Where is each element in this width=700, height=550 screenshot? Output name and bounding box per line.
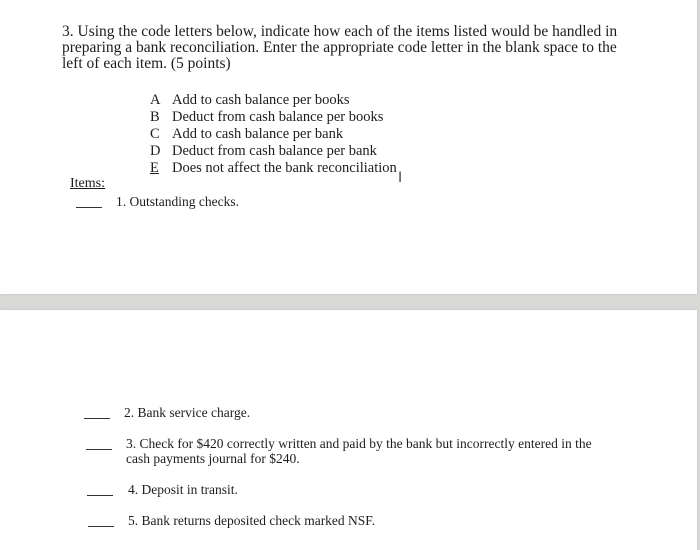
answer-blank[interactable] bbox=[76, 207, 102, 208]
answer-blank[interactable] bbox=[86, 449, 112, 450]
code-row bbox=[150, 160, 397, 177]
page-2 bbox=[0, 310, 697, 550]
code-letter: A bbox=[150, 92, 161, 108]
question-text: 3. Using the code letters below, indicate how each of the items listed would be handled in preparing a bank reconciliation. Enter the appropriate code letter in the blank space to the left of each item. (5 points) bbox=[62, 23, 618, 72]
list-item bbox=[128, 513, 375, 528]
items-label: Items: bbox=[70, 176, 105, 191]
code-row bbox=[150, 143, 397, 160]
code-letter: C bbox=[150, 126, 160, 142]
code-description: Add to cash balance per bank bbox=[172, 126, 344, 142]
list-item bbox=[128, 482, 238, 497]
code-letter: D bbox=[150, 143, 161, 159]
item-text: 2. Bank service charge. bbox=[124, 405, 251, 420]
code-row bbox=[150, 126, 397, 143]
code-letter: E bbox=[150, 160, 159, 176]
code-list bbox=[150, 92, 397, 177]
code-description: Add to cash balance per books bbox=[172, 92, 350, 108]
answer-blank[interactable] bbox=[84, 418, 110, 419]
item-text: 4. Deposit in transit. bbox=[128, 482, 238, 497]
code-description: Deduct from cash balance per books bbox=[172, 109, 384, 125]
code-letter: B bbox=[150, 109, 160, 125]
item-text: 5. Bank returns deposited check marked NSF. bbox=[128, 513, 376, 528]
answer-blank[interactable] bbox=[87, 495, 113, 496]
text-cursor-icon: I bbox=[398, 170, 403, 186]
code-description: Deduct from cash balance per bank bbox=[172, 143, 377, 159]
item-text: 3. Check for $420 correctly written and paid by the bank but incorrectly entered in the cash payments journal for $240. bbox=[126, 436, 592, 466]
list-item bbox=[116, 194, 239, 209]
list-item bbox=[124, 405, 250, 420]
code-row bbox=[150, 92, 397, 109]
code-row bbox=[150, 109, 397, 126]
code-description: Does not affect the bank reconciliation bbox=[172, 160, 397, 176]
answer-blank[interactable] bbox=[88, 526, 114, 527]
list-item bbox=[126, 436, 606, 466]
item-text: 1. Outstanding checks. bbox=[116, 194, 239, 209]
